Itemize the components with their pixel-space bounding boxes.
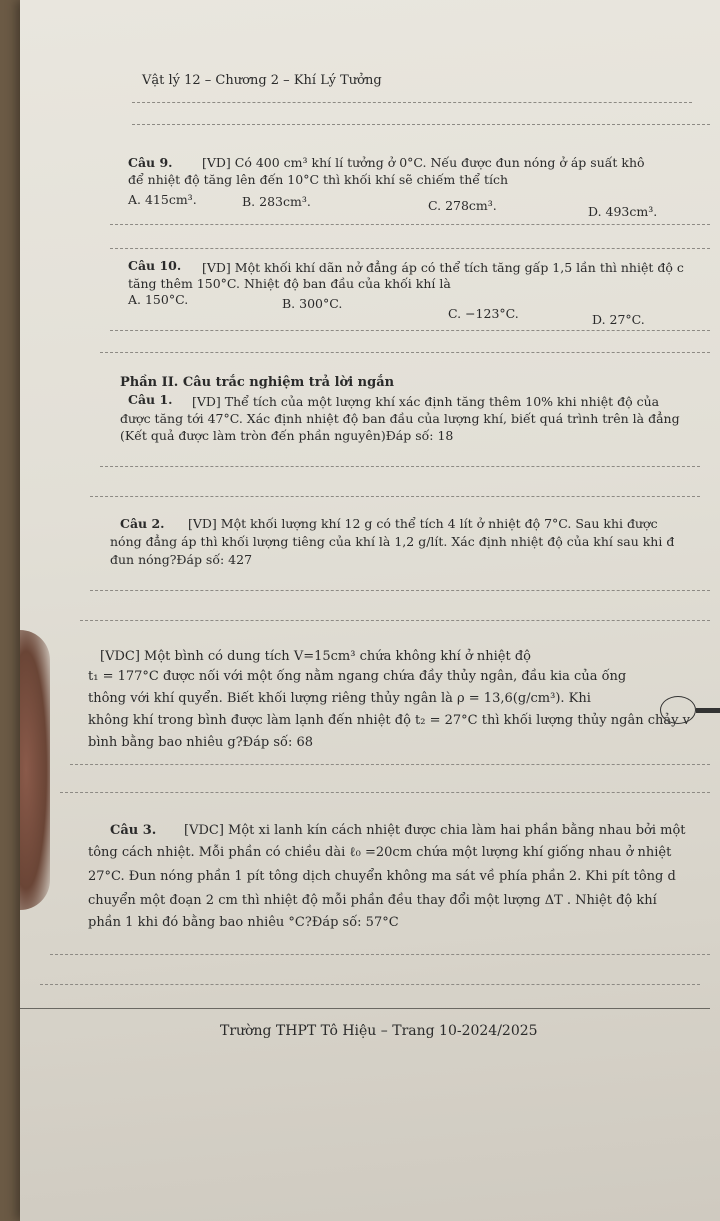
vdc-line5: bình bằng bao nhiêu g?Đáp số: 68 [88,735,314,750]
flask-diagram [660,696,696,724]
part2-c2-label: Câu 2. [120,516,165,531]
footer-rule [20,1008,710,1009]
finger-shadow [20,630,50,910]
divider [50,954,710,955]
part2-c3-line1: [VDC] Một xi lanh kín cách nhiệt được chia làm hai phần bằng nhau bởi một [184,823,686,838]
q10-line1: [VD] Một khối khí dãn nở đẳng áp có thể tích tăng gấp 1,5 lần thì nhiệt độ c [202,260,684,275]
divider [132,102,692,103]
part2-c3-line5: phần 1 khi đó bằng bao nhiêu °C?Đáp số: 57°C [88,915,399,930]
q9-option-b: B. 283cm³. [242,194,311,209]
vdc-line4: không khí trong bình được làm lạnh đến nhiệt độ t₂ = 27°C thì khối lượng thủy ngân chảy v [88,713,690,728]
part2-c1-line1: [VD] Thể tích của một lượng khí xác định tăng thêm 10% khi nhiệt độ của [192,394,660,409]
part2-c3-label: Câu 3. [110,823,157,838]
part2-c2-line2: nóng đẳng áp thì khối lượng tiêng của khí là 1,2 g/lít. Xác định nhiệt độ của khí sau khi đ [110,534,675,549]
divider [100,466,700,467]
q10-label: Câu 10. [128,258,182,273]
divider [110,224,710,225]
q9-option-c: C. 278cm³. [428,198,497,213]
mercury-tube-diagram [696,708,720,713]
vdc-line2: t₁ = 177°C được nối với một ống nằm ngang chứa đầy thủy ngân, đầu kia của ống [88,669,627,684]
part2-c1-label: Câu 1. [128,392,173,407]
part2-c2-line3: đun nóng?Đáp số: 427 [110,552,253,567]
divider [110,330,710,331]
part2-title: Phần II. Câu trắc nghiệm trả lời ngắn [120,375,395,390]
q9-option-a: A. 415cm³. [128,192,197,207]
q10-option-c: C. −123°C. [448,306,519,321]
part2-c1-line3: (Kết quả được làm tròn đến phần nguyên)Đáp số: 18 [120,428,454,443]
part2-c3-line4: chuyển một đoạn 2 cm thì nhiệt độ mỗi phần đều thay đổi một lượng ΔT . Nhiệt độ khí [88,893,657,908]
q10-option-b: B. 300°C. [282,296,343,311]
divider [90,590,710,591]
part2-c3-line3: 27°C. Đun nóng phần 1 pít tông dịch chuyển không ma sát về phía phần 2. Khi pít tông d [88,869,676,884]
q10-line2: tăng thêm 150°C. Nhiệt độ ban đầu của khối khí là [128,276,451,291]
divider [60,792,710,793]
q9-label: Câu 9. [128,155,173,170]
q9-line2: để nhiệt độ tăng lên đến 10°C thì khối khí sẽ chiếm thể tích [128,172,509,187]
q9-line1: [VD] Có 400 cm³ khí lí tưởng ở 0°C. Nếu được đun nóng ở áp suất khô [202,155,645,170]
vdc-line1: [VDC] Một bình có dung tích V=15cm³ chứa không khí ở nhiệt độ [100,649,531,664]
vdc-line3: thông với khí quyển. Biết khối lượng riêng thủy ngân là ρ = 13,6(g/cm³). Khi [88,691,591,706]
divider [80,620,710,621]
divider [40,984,700,985]
divider [100,352,710,353]
part2-c1-line2: được tăng tới 47°C. Xác định nhiệt độ ban đầu của lượng khí, biết quá trình trên là đẳng [120,411,680,426]
divider [132,124,710,125]
divider [90,496,700,497]
q10-option-d: D. 27°C. [592,312,645,327]
part2-c3-line2: tông cách nhiệt. Mỗi phần có chiều dài ℓ₀ =20cm chứa một lượng khí giống nhau ở nhiệt [88,845,672,860]
q9-option-d: D. 493cm³. [588,204,658,219]
part2-c2-line1: [VD] Một khối lượng khí 12 g có thể tích 4 lít ở nhiệt độ 7°C. Sau khi được [188,516,658,531]
divider [110,248,710,249]
divider [70,764,710,765]
document-page [20,0,720,1221]
footer-text: Trường THPT Tô Hiệu – Trang 10-2024/2025 [220,1023,538,1039]
header-title: Vật lý 12 – Chương 2 – Khí Lý Tưởng [142,73,382,88]
q10-option-a: A. 150°C. [128,292,189,307]
